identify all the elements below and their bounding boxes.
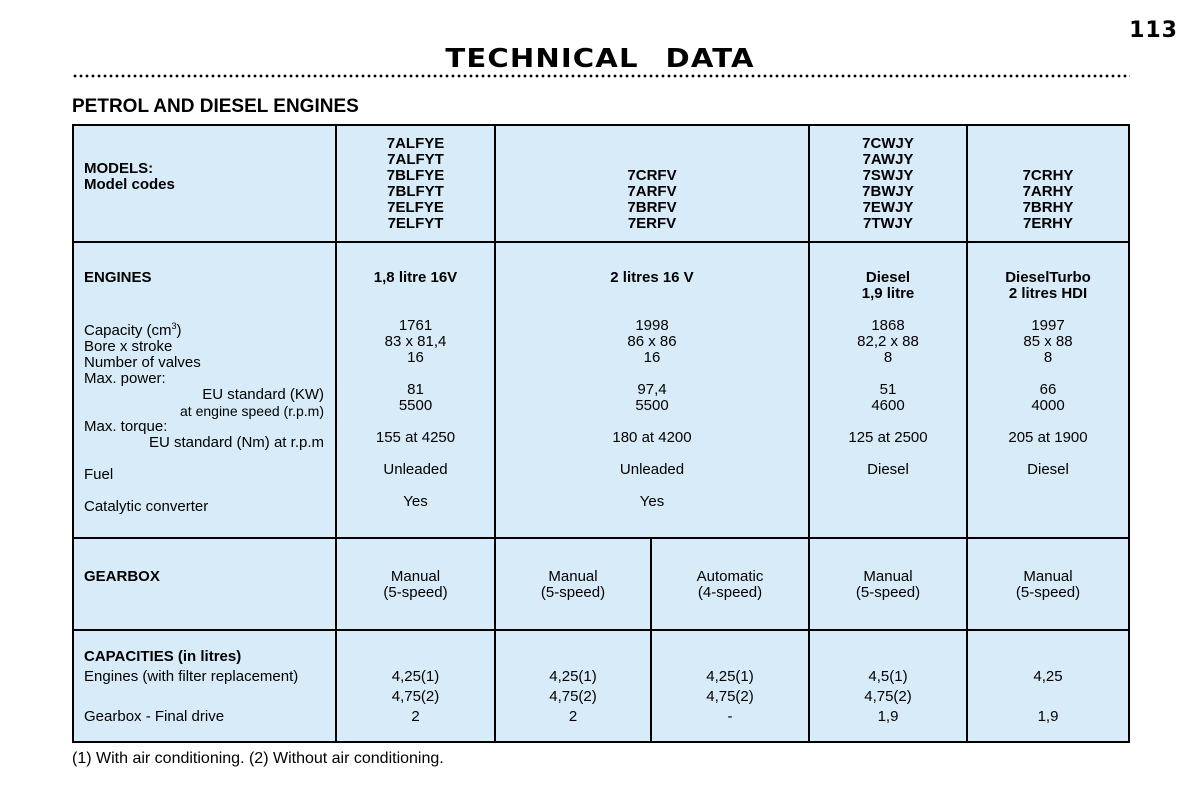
capacity-value: 1998 xyxy=(635,317,669,334)
row-divider xyxy=(74,629,1128,631)
engine-oil-value: 4,75(2) xyxy=(549,688,597,705)
power-value: 81 xyxy=(407,381,424,398)
engine-col1 xyxy=(337,270,494,510)
bore-value: 83 x 81,4 xyxy=(384,333,447,350)
torque-value: 155 at 4250 xyxy=(375,429,456,446)
engine-oil-label: Engines (with filter replacement) xyxy=(84,668,299,685)
model-code: 7EWJY xyxy=(862,199,914,216)
model-codes-col1 xyxy=(337,136,494,232)
fuel-value: Diesel xyxy=(1027,461,1069,478)
row-divider xyxy=(74,241,1128,243)
catalytic-value: Yes xyxy=(403,493,428,510)
engine-name: 2 litres HDI xyxy=(1008,285,1088,302)
model-code: 7ARHY xyxy=(1022,183,1074,200)
model-code: 7TWJY xyxy=(862,215,913,232)
valves-value: 16 xyxy=(407,349,424,366)
gearbox-oil-value: 2 xyxy=(411,708,420,725)
fuel-label: Fuel xyxy=(84,466,114,483)
engines-label: ENGINES xyxy=(84,269,152,286)
capacities-col4 xyxy=(810,667,966,727)
gearbox-oil-value: - xyxy=(727,708,733,725)
engine-row-labels xyxy=(84,270,324,515)
engine-col3 xyxy=(810,270,966,478)
max-torque-label: Max. torque: xyxy=(84,418,168,435)
model-code: 7ELFYE xyxy=(387,199,444,216)
engine-oil-value: 4,75(2) xyxy=(864,688,912,705)
model-code: 7ERHY xyxy=(1022,215,1074,232)
page-number: 113 xyxy=(1129,18,1178,43)
engine-oil-value: 4,5(1) xyxy=(868,668,908,685)
bore-label: Bore x stroke xyxy=(84,338,173,355)
capacity-value: 1868 xyxy=(871,317,905,334)
model-code: 7BLFYT xyxy=(387,183,444,200)
model-codes-label: Model codes xyxy=(84,176,175,193)
capacities-col2 xyxy=(496,667,650,727)
model-code: 7CWJY xyxy=(862,135,914,152)
model-code: 7CRFV xyxy=(627,167,677,184)
model-code: 7CRHY xyxy=(1022,167,1074,184)
fuel-value: Diesel xyxy=(867,461,909,478)
power-value: 51 xyxy=(879,381,897,398)
engine-oil-value: 4,75(2) xyxy=(706,688,754,705)
gearbox-type: Manual xyxy=(1023,568,1073,585)
capacity-value: 1997 xyxy=(1031,317,1065,334)
engine-oil-value: 4,25(1) xyxy=(706,668,754,685)
model-code: 7ELFYT xyxy=(387,215,444,232)
valves-label: Number of valves xyxy=(84,354,201,371)
gearbox-oil-value: 1,9 xyxy=(1037,708,1059,725)
speed-value: 4000 xyxy=(1031,397,1065,414)
model-code: 7ALFYT xyxy=(387,151,444,168)
gearbox-oil-value: 1,9 xyxy=(877,708,899,725)
model-code: 7AWJY xyxy=(862,151,914,168)
torque-value: 180 at 4200 xyxy=(612,429,692,446)
section-heading: PETROL AND DIESEL ENGINES xyxy=(72,96,359,117)
page-title: TECHNICAL DATA xyxy=(445,44,755,74)
speed-value: 4600 xyxy=(871,397,905,414)
speed-value: 5500 xyxy=(635,397,669,414)
speed-value: 5500 xyxy=(398,397,433,414)
gearbox-label: GEARBOX xyxy=(84,568,160,585)
gearbox-col1 xyxy=(337,569,494,601)
valves-value: 16 xyxy=(643,349,661,366)
catalytic-label: Catalytic converter xyxy=(84,498,209,515)
gearbox-speeds: (5-speed) xyxy=(855,584,921,601)
gearbox-type: Manual xyxy=(863,568,913,585)
engine-col4 xyxy=(968,270,1128,478)
valves-value: 8 xyxy=(883,349,893,366)
capacities-col5 xyxy=(968,667,1128,727)
power-speed-label: at engine speed (r.p.m) xyxy=(180,403,324,419)
technical-data-table xyxy=(72,124,1130,743)
capacity-value: 1761 xyxy=(398,317,433,334)
model-codes-col4 xyxy=(968,168,1128,232)
model-code: 7SWJY xyxy=(862,167,914,184)
gearbox-oil-label: Gearbox - Final drive xyxy=(84,708,225,725)
model-code: 7ALFYE xyxy=(386,135,445,152)
model-codes-col2 xyxy=(496,168,808,232)
engine-oil-value xyxy=(968,687,1128,707)
models-label: MODELS: xyxy=(84,160,154,177)
gearbox-type: Automatic xyxy=(696,568,764,585)
bore-value: 86 x 86 xyxy=(627,333,677,350)
capacities-labels xyxy=(84,647,334,727)
engine-name: Diesel xyxy=(865,269,911,286)
gearbox-col3 xyxy=(652,569,808,601)
gearbox-oil-value: 2 xyxy=(568,708,578,725)
engine-name: DieselTurbo xyxy=(1005,269,1091,286)
engine-oil-value: 4,75(2) xyxy=(391,688,440,705)
capacities-col3 xyxy=(652,667,808,727)
dotted-rule xyxy=(72,74,1130,78)
power-eu-label: EU standard (KW) xyxy=(202,386,324,403)
engine-oil-value: 4,25 xyxy=(1033,668,1063,685)
bore-value: 85 x 88 xyxy=(1023,333,1073,350)
model-code: 7ERFV xyxy=(627,215,677,232)
model-code: 7BRHY xyxy=(1022,199,1074,216)
gearbox-col2 xyxy=(496,569,650,601)
valves-value: 8 xyxy=(1043,349,1053,366)
model-code: 7BLFYE xyxy=(386,167,445,184)
torque-eu-label: EU standard (Nm) at r.p.m xyxy=(148,434,324,451)
row-divider xyxy=(74,537,1128,539)
model-code: 7BRFV xyxy=(627,199,677,216)
engine-oil-value: 4,25(1) xyxy=(549,668,597,685)
gearbox-type: Manual xyxy=(548,568,598,585)
model-code: 7ARFV xyxy=(627,183,677,200)
engine-name: 1,8 litre 16V xyxy=(373,269,458,286)
catalytic-value: Yes xyxy=(639,493,665,510)
fuel-value: Unleaded xyxy=(383,461,448,478)
power-value: 66 xyxy=(1039,381,1057,398)
engine-name: 2 litres 16 V xyxy=(610,269,694,286)
fuel-value: Unleaded xyxy=(619,461,685,478)
power-value: 97,4 xyxy=(637,381,667,398)
capacities-label: CAPACITIES (in litres) xyxy=(84,648,242,665)
engine-name: 1,9 litre xyxy=(861,285,915,302)
model-code: 7BWJY xyxy=(862,183,914,200)
bore-value: 82,2 x 88 xyxy=(857,333,919,350)
gearbox-col5 xyxy=(968,569,1128,601)
gearbox-col4 xyxy=(810,569,966,601)
gearbox-speeds: (4-speed) xyxy=(697,584,763,601)
gearbox-speeds: (5-speed) xyxy=(1015,584,1081,601)
torque-value: 205 at 1900 xyxy=(1008,429,1088,446)
engine-col2 xyxy=(496,270,808,510)
torque-value: 125 at 2500 xyxy=(848,429,928,446)
gearbox-speeds: (5-speed) xyxy=(383,584,448,601)
footnote: (1) With air conditioning. (2) Without air conditioning. xyxy=(72,750,444,767)
gearbox-type: Manual xyxy=(390,568,441,585)
capacity-label: Capacity $(cm^3)$ xyxy=(84,321,182,339)
models-label-cell xyxy=(84,161,324,193)
model-codes-col3 xyxy=(810,136,966,232)
gearbox-speeds: (5-speed) xyxy=(540,584,606,601)
capacities-col1 xyxy=(337,667,494,727)
max-power-label: Max. power: xyxy=(84,370,166,387)
engine-oil-value: 4,25(1) xyxy=(391,668,440,685)
